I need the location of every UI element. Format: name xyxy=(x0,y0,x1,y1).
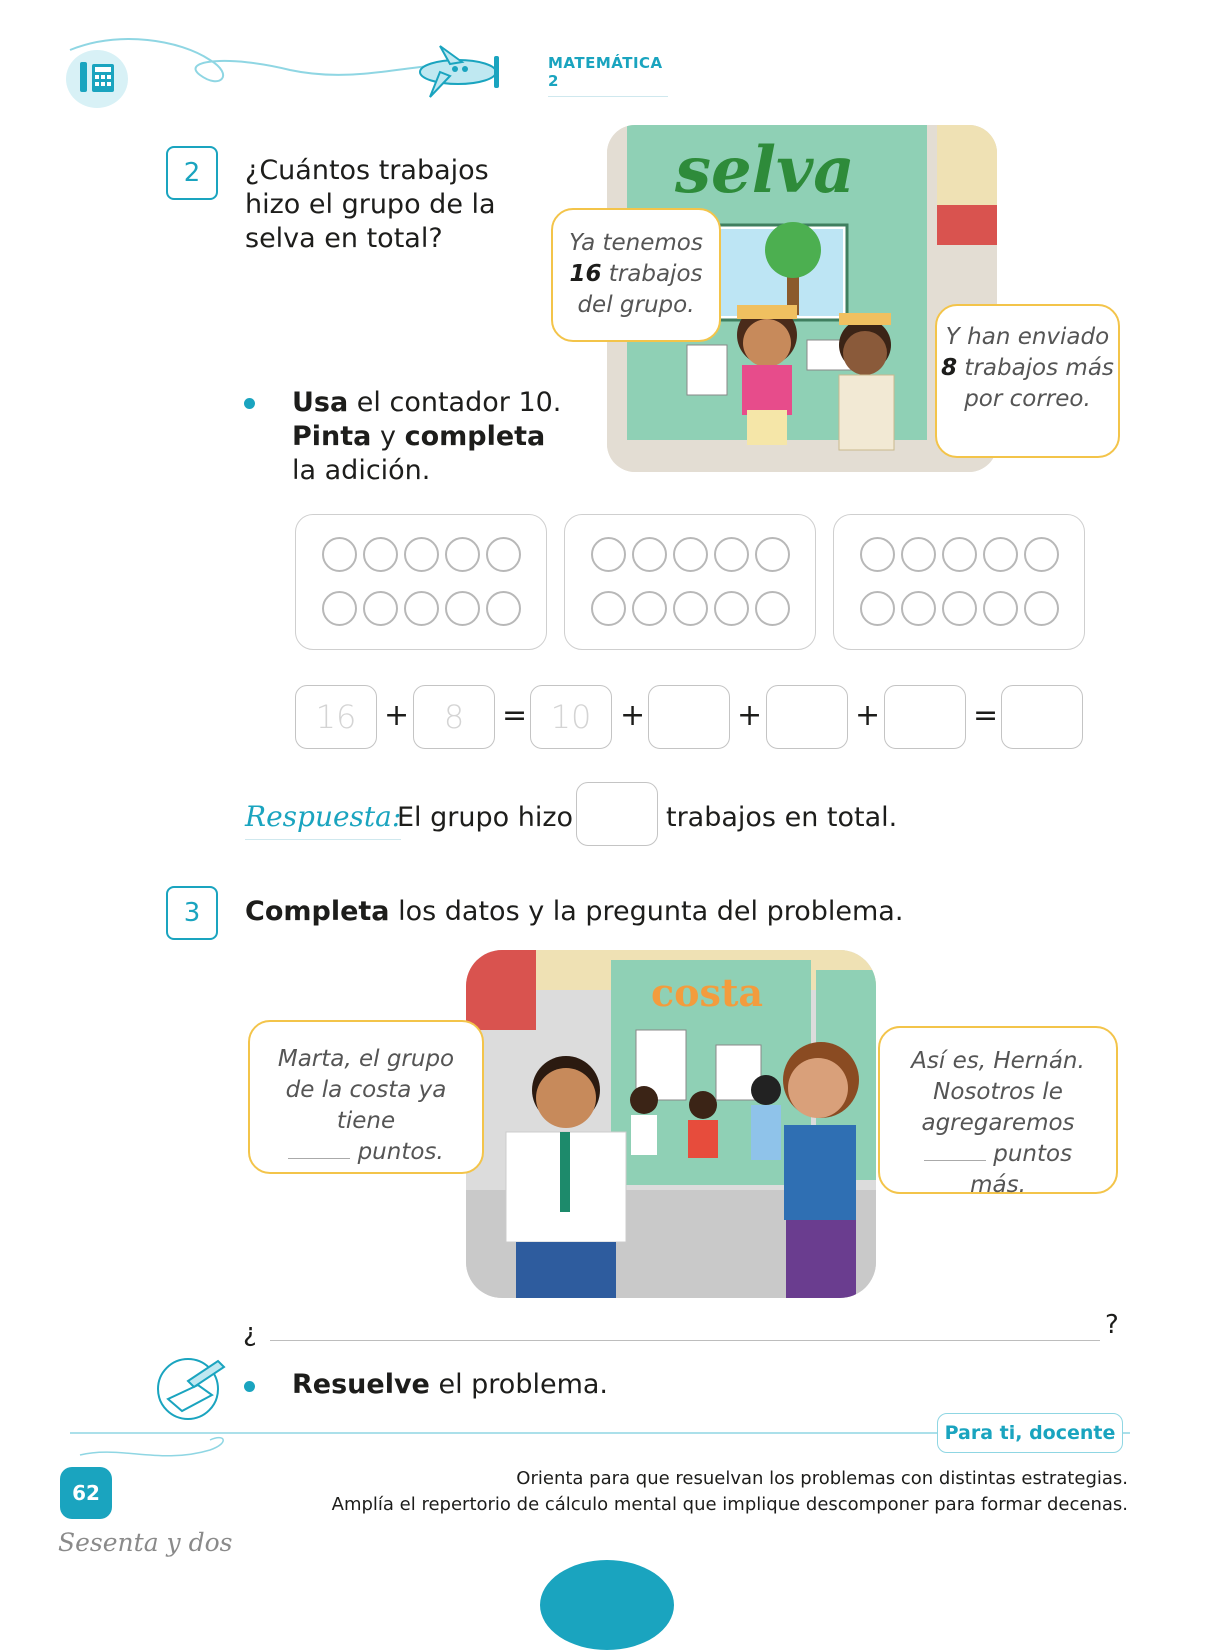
empty-addend-box-1[interactable] xyxy=(648,685,730,749)
ten-frame-counter-3[interactable] xyxy=(833,514,1085,650)
problem-2-question: ¿Cuántos trabajos hizo el grupo de la selva en total? xyxy=(245,155,496,254)
counter-circle[interactable] xyxy=(322,591,357,626)
counter-circle[interactable] xyxy=(755,537,790,572)
counter-circle[interactable] xyxy=(860,537,895,572)
counter-circle[interactable] xyxy=(404,537,439,572)
counter-circle[interactable] xyxy=(901,537,936,572)
plus-sign: + xyxy=(737,698,763,733)
counter-circle[interactable] xyxy=(714,537,749,572)
question-open-mark: ¿ xyxy=(243,1318,257,1348)
plus-sign: + xyxy=(620,698,646,733)
equals-sign: = xyxy=(502,698,528,733)
ten-frame-counter-2[interactable] xyxy=(564,514,816,650)
airplane-icon xyxy=(410,42,505,104)
counter-circle[interactable] xyxy=(942,537,977,572)
counter-circle[interactable] xyxy=(714,591,749,626)
counter-circle[interactable] xyxy=(755,591,790,626)
counter-circle[interactable] xyxy=(404,591,439,626)
calculator-icon xyxy=(66,50,128,108)
empty-addend-box-3[interactable] xyxy=(884,685,966,749)
counter-circle[interactable] xyxy=(445,591,480,626)
problem-3-number: 3 xyxy=(166,886,218,940)
counter-circle[interactable] xyxy=(591,591,626,626)
counter-circle[interactable] xyxy=(363,537,398,572)
counter-circle[interactable] xyxy=(1024,537,1059,572)
counter-circle[interactable] xyxy=(1024,591,1059,626)
counter-circle[interactable] xyxy=(942,591,977,626)
addend-8-box[interactable]: 8 xyxy=(413,685,495,749)
ten-frame-counter-1[interactable] xyxy=(295,514,547,650)
counter-circle[interactable] xyxy=(632,591,667,626)
speech-bubble-left: Ya tenemos 16 trabajos del grupo. xyxy=(551,208,721,342)
counter-circle[interactable] xyxy=(673,591,708,626)
problem-2-instruction: Usa el contador 10. Pinta y completa la adición. xyxy=(292,387,562,486)
ten-box[interactable]: 10 xyxy=(530,685,612,749)
problem-3-instruction: Completa los datos y la pregunta del problema. xyxy=(245,896,904,927)
costa-illustration xyxy=(466,950,876,1298)
page-number: 62 xyxy=(60,1467,112,1519)
speech-bubble-marta: Marta, el grupo de la costa ya tiene puntos. xyxy=(248,1020,484,1174)
counter-circle[interactable] xyxy=(486,591,521,626)
plus-sign: + xyxy=(855,698,881,733)
equals-sign: = xyxy=(973,698,999,733)
header-title: MATEMÁTICA 2 xyxy=(548,54,668,97)
bullet-icon xyxy=(244,1381,255,1392)
costa-sign: costa xyxy=(651,970,764,1015)
speech-bubble-hernan: Así es, Hernán. Nosotros le agregaremos puntos más. xyxy=(878,1026,1118,1194)
counter-circle[interactable] xyxy=(591,537,626,572)
question-close-mark: ? xyxy=(1105,1310,1119,1340)
counter-circle[interactable] xyxy=(901,591,936,626)
answer-text-pre: El grupo hizo xyxy=(397,802,574,833)
counter-circle[interactable] xyxy=(486,537,521,572)
blank-line[interactable] xyxy=(924,1160,986,1161)
counter-circle[interactable] xyxy=(445,537,480,572)
counter-circle[interactable] xyxy=(632,537,667,572)
teacher-note-2: Amplía el repertorio de cálculo mental que implique descomponer para formar decenas. xyxy=(331,1494,1128,1515)
plus-sign: + xyxy=(384,698,410,733)
bullet-icon xyxy=(244,398,255,409)
empty-addend-box-2[interactable] xyxy=(766,685,848,749)
selva-sign: selva xyxy=(675,133,855,208)
teacher-note-1: Orienta para que resuelvan los problemas con distintas estrategias. xyxy=(516,1468,1128,1489)
blank-line[interactable] xyxy=(288,1158,350,1159)
sum-box[interactable] xyxy=(1001,685,1083,749)
addend-16-box[interactable]: 16 xyxy=(295,685,377,749)
counter-circle[interactable] xyxy=(363,591,398,626)
answer-label: Respuesta: xyxy=(245,800,401,840)
counter-circle[interactable] xyxy=(983,591,1018,626)
problem-2-number: 2 xyxy=(166,146,218,200)
answer-box[interactable] xyxy=(576,782,658,846)
answer-text-post: trabajos en total. xyxy=(666,802,898,833)
counter-circle[interactable] xyxy=(673,537,708,572)
counter-circle[interactable] xyxy=(322,537,357,572)
question-line[interactable] xyxy=(270,1340,1100,1341)
bottom-tab-decoration xyxy=(540,1560,674,1650)
speech-bubble-right: Y han enviado 8 trabajos más por correo. xyxy=(935,304,1120,458)
teacher-tab: Para ti, docente xyxy=(937,1413,1123,1453)
page-words: Sesenta y dos xyxy=(58,1528,233,1557)
counter-circle[interactable] xyxy=(983,537,1018,572)
counter-circle[interactable] xyxy=(860,591,895,626)
resolve-instruction: Resuelve el problema. xyxy=(292,1369,608,1400)
